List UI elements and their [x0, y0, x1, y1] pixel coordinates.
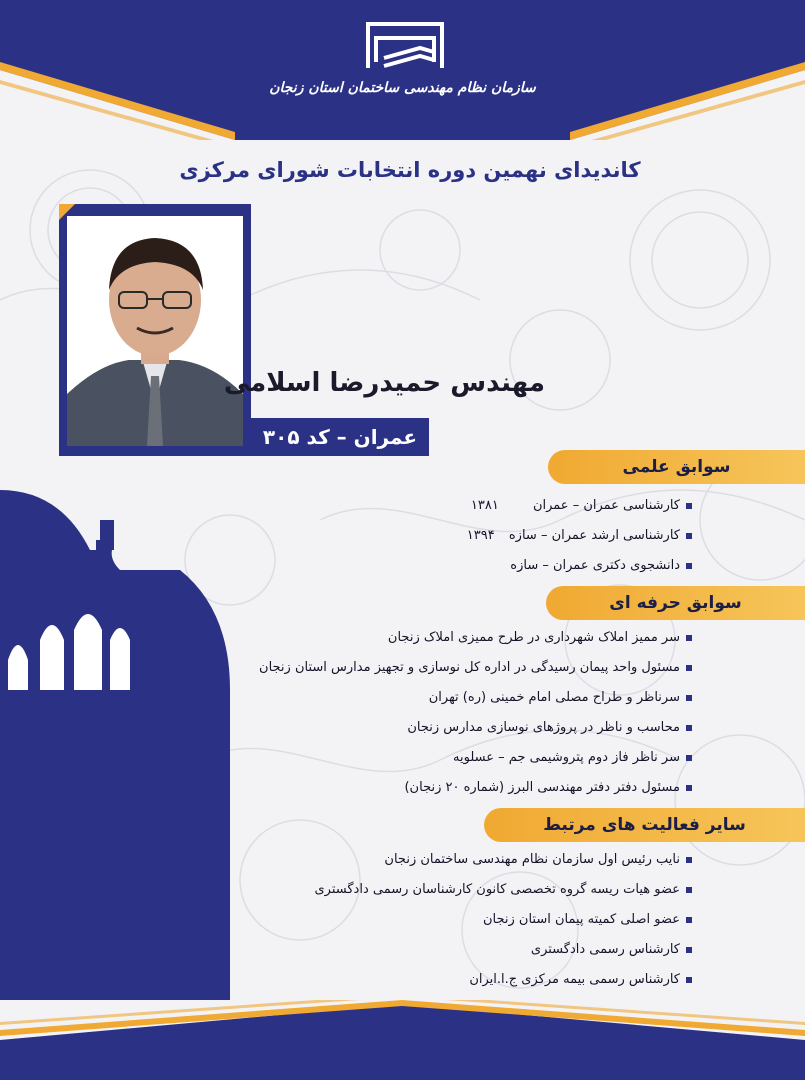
list-item: عضو اصلی کمیته پیمان استان زنجان — [483, 912, 692, 927]
list-item: نایب رئیس اول سازمان نظام مهندسی ساختمان زنجان — [384, 852, 692, 867]
list-item: سرناظر و طراح مصلی امام خمینی (ره) تهران — [429, 690, 692, 705]
list-item: کارشناسی عمران – عمران ۱۳۸۱ — [471, 498, 692, 513]
mosque-silhouette — [0, 490, 300, 1000]
bullet-icon — [686, 755, 692, 761]
list-item: دانشجوی دکتری عمران – سازه — [510, 558, 692, 573]
list-item: کارشناس رسمی دادگستری — [531, 942, 692, 957]
list-item: مسئول واحد پیمان رسیدگی در اداره کل نوسازی و تجهیز مدارس استان زنجان — [259, 660, 692, 675]
list-item: مسئول دفتر دفتر مهندسی البرز (شماره ۲۰ زنجان) — [404, 780, 692, 795]
bullet-icon — [686, 533, 692, 539]
bullet-icon — [686, 977, 692, 983]
bullet-icon — [686, 665, 692, 671]
bullet-icon — [686, 503, 692, 509]
bullet-icon — [686, 785, 692, 791]
page-title: کاندیدای نهمین دوره انتخابات شورای مرکزی — [179, 158, 641, 182]
bullet-icon — [686, 887, 692, 893]
list-item: سر ممیز املاک شهرداری در طرح ممیزی املاک زنجان — [388, 630, 692, 645]
list-item: محاسب و ناظر در پروژهای نوسازی مدارس زنجان — [407, 720, 692, 735]
footer-band — [0, 1000, 805, 1080]
list-item: کارشناس رسمی بیمه مرکزی ج.ا.ایران — [469, 972, 692, 987]
bullet-icon — [686, 917, 692, 923]
organization-name: سازمان نظام مهندسی ساختمان استان زنجان — [269, 80, 536, 96]
bullet-icon — [686, 725, 692, 731]
bullet-icon — [686, 563, 692, 569]
bullet-icon — [686, 635, 692, 641]
candidate-name: مهندس حمیدرضا اسلامی — [223, 368, 545, 398]
bullet-icon — [686, 695, 692, 701]
field-code-badge: عمران – کد ۳۰۵ — [251, 418, 429, 456]
bullet-icon — [686, 857, 692, 863]
list-item: عضو هیات ریسه گروه تخصصی کانون کارشناسان رسمی دادگستری — [315, 882, 693, 897]
section-header-professional: سوابق حرفه ای — [546, 586, 805, 620]
section-header-other: سایر فعالیت های مرتبط — [484, 808, 805, 842]
bullet-icon — [686, 947, 692, 953]
section-header-academic: سوابق علمی — [548, 450, 805, 484]
organization-logo-icon — [360, 18, 450, 74]
candidate-photo — [59, 204, 251, 456]
list-item: سر ناظر فاز دوم پتروشیمی جم – عسلویه — [453, 750, 692, 765]
list-item: کارشناسی ارشد عمران – سازه ۱۳۹۴ — [467, 528, 692, 543]
